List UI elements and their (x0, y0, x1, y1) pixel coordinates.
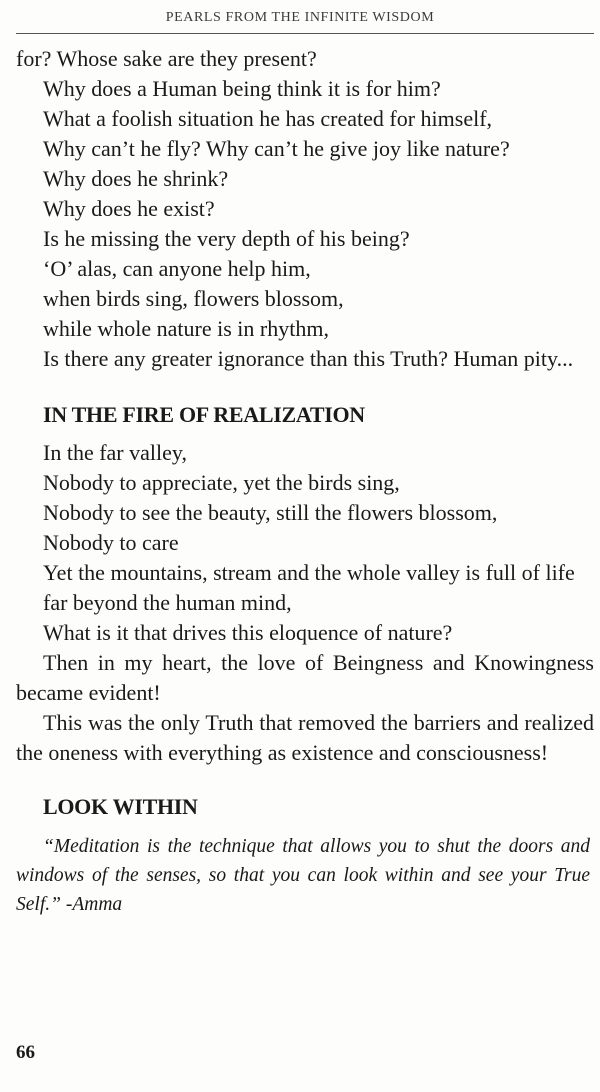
paragraph: This was the only Truth that removed the barriers and realized the oneness with everything as existence and consciousness! (16, 710, 594, 765)
poem-line: In the far valley, (43, 440, 187, 465)
poem-line: Nobody to care (43, 530, 179, 555)
header-rule (16, 33, 594, 34)
body-text (16, 44, 594, 919)
quote: “Meditation is the technique that allows you to shut the doors and windows of the senses, so that you can look within and see your True Self.” -Amma (16, 836, 590, 915)
poem-line: for? Whose sake are they present? (16, 46, 317, 71)
poem-line: Why does he shrink? (43, 166, 229, 191)
paragraph: Is there any greater ignorance than this Truth? Human pity... (43, 346, 574, 371)
running-head: PEARLS FROM THE INFINITE WISDOM (165, 10, 435, 25)
page-number: 66 (16, 1042, 35, 1063)
poem-line: ‘O’ alas, can anyone help him, (43, 256, 311, 281)
poem-line: when birds sing, flowers blossom, (43, 286, 344, 311)
poem-line: What is it that drives this eloquence of nature? (43, 620, 453, 645)
poem-line: far beyond the human mind, (43, 590, 292, 615)
poem-line: while whole nature is in rhythm, (43, 316, 329, 341)
section-heading: LOOK WITHIN (43, 794, 198, 819)
poem-line: Nobody to see the beauty, still the flowers blossom, (43, 500, 498, 525)
poem-line: What a foolish situation he has created for himself, (43, 106, 493, 131)
poem-line: Why does he exist? (43, 196, 215, 221)
poem-line: Why can’t he fly? Why can’t he give joy like nature? (43, 136, 510, 161)
section-heading: IN THE FIRE OF REALIZATION (43, 402, 365, 427)
poem-line: Why does a Human being think it is for him? (43, 76, 441, 101)
poem-line: Is he missing the very depth of his being? (43, 226, 410, 251)
poem-line: Nobody to appreciate, yet the birds sing, (43, 470, 400, 495)
paragraph: Then in my heart, the love of Beingness and Knowingness became evident! (16, 650, 594, 705)
paragraph: Yet the mountains, stream and the whole valley is full of life (43, 560, 575, 585)
